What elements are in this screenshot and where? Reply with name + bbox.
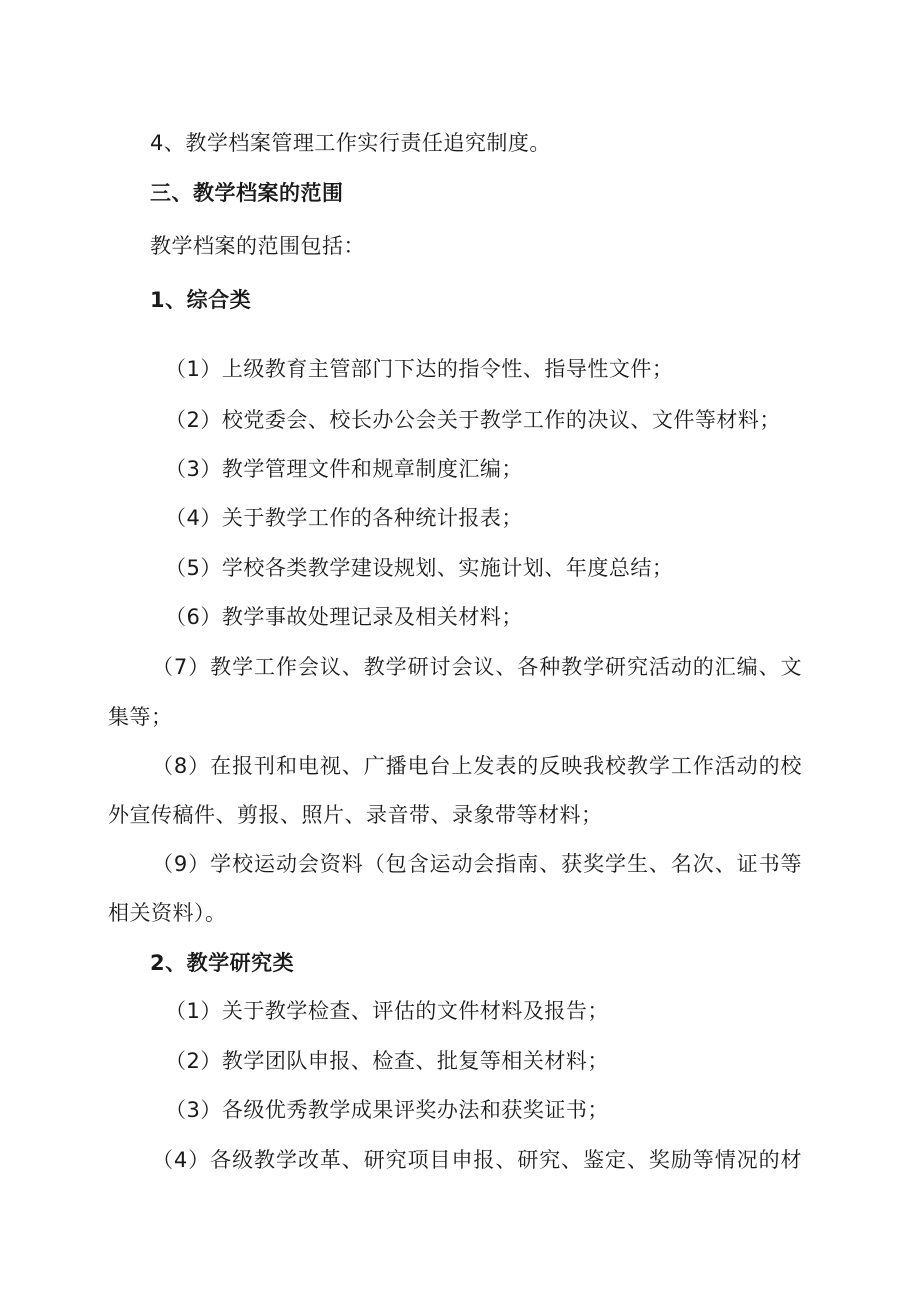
paragraph-line: 教学档案的范围包括： (150, 234, 365, 258)
subsection-heading: 1、综合类 (150, 288, 252, 312)
list-item: （7）教学工作会议、教学研讨会议、各种教学研究活动的汇编、文 (152, 655, 802, 679)
section-heading: 三、教学档案的范围 (150, 181, 344, 205)
list-item: （3）各级优秀教学成果评奖办法和获奖证书； (165, 1098, 609, 1122)
list-item: （9）学校运动会资料（包含运动会指南、获奖学生、名次、证书等 (152, 852, 802, 876)
subsection-heading: 2、教学研究类 (150, 951, 295, 975)
list-item-continuation: 集等； (108, 705, 173, 729)
list-item: （4）关于教学工作的各种统计报表； (165, 506, 523, 530)
list-item: （3）教学管理文件和规章制度汇编； (165, 457, 523, 481)
list-item-continuation: 外宣传稿件、剪报、照片、录音带、录象带等材料； (108, 803, 603, 827)
list-item: （2）教学团队申报、检查、批复等相关材料； (165, 1049, 609, 1073)
list-item: （1）上级教育主管部门下达的指令性、指导性文件； (165, 357, 674, 381)
list-item: （8）在报刊和电视、广播电台上发表的反映我校教学工作活动的校 (152, 754, 802, 778)
list-item: （1）关于教学检查、评估的文件材料及报告； (165, 999, 609, 1023)
list-item: （2）校党委会、校长办公会关于教学工作的决议、文件等材料； (165, 408, 781, 432)
list-item: （4）各级教学改革、研究项目申报、研究、鉴定、奖励等情况的材 (152, 1148, 802, 1172)
paragraph-line: 4、教学档案管理工作实行责任追究制度。 (150, 131, 551, 155)
list-item: （6）教学事故处理记录及相关材料； (165, 605, 523, 629)
list-item: （5）学校各类教学建设规划、实施计划、年度总结； (165, 556, 674, 580)
list-item-continuation: 相关资料）。 (108, 901, 227, 925)
